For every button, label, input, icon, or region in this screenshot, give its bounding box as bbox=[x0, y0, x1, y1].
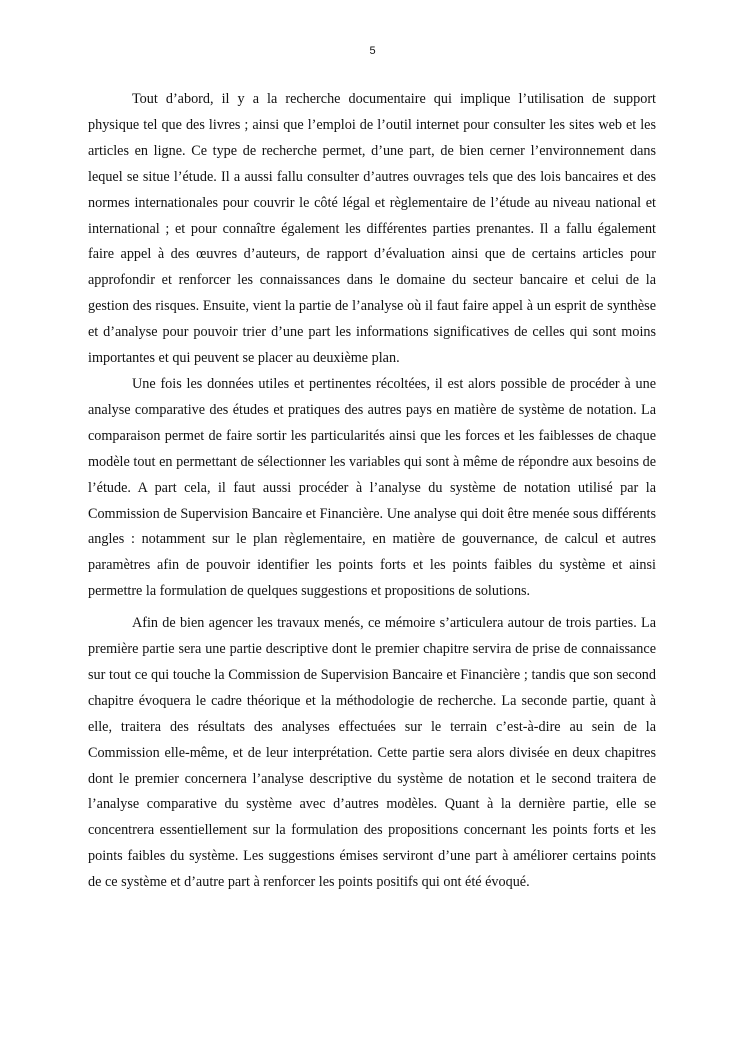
paragraph-comparative-analysis: Une fois les données utiles et pertinentes récoltées, il est alors possible de procéder à une analyse comparative des études et pratiques des autres pays en matière de système de notation. La comparaison permet de faire sortir les particularités ainsi que les forces et les faiblesses de chaque modèle tout en permettant de sélectionner les variables qui sont à même de répondre aux besoins de l’étude. A part cela, il faut aussi procéder à l’analyse du système de notation utilisé par la Commission de Supervision Bancaire et Financière. Une analyse qui doit être menée sous différents angles : notamment sur le plan règlementaire, en matière de gouvernance, de calcul et autres paramètres afin de pouvoir identifier les points forts et les points faibles du système et ainsi permettre la formulation de quelques suggestions et propositions de solutions. bbox=[88, 375, 656, 600]
paragraph-thesis-structure: Afin de bien agencer les travaux menés, ce mémoire s’articulera autour de trois parties. La première partie sera une partie descriptive dont le premier chapitre servira de prise de connaissance sur tout ce qui touche la Commission de Supervision Bancaire et Financière ; tandis que son second chapitre évoquera le cadre théorique et la méthodologie de recherche. La seconde partie, quant à elle, traitera des résultats des analyses effectuées sur le terrain c’est-à-dire au sein de la Commission elle-même, et de leur interprétation. Cette partie sera alors divisée en deux chapitres dont le premier concernera l’analyse descriptive du système de notation et le second traitera de l’analyse comparative du système avec d’autres modèles. Quant à la dernière partie, elle se concentrera essentiellement sur la formulation des propositions concernant les points forts et les points faibles du système. Les suggestions émises serviront d’une part à améliorer certains points de ce système et d’autre part à renforcer les points positifs qui ont été évoqué. bbox=[88, 615, 656, 891]
page-number: 5 bbox=[369, 45, 376, 57]
paragraph-documentary-research: Tout d’abord, il y a la recherche documentaire qui implique l’utilisation de support physique tel que des livres ; ainsi que l’emploi de l’outil internet pour consulter les sites web et les articles en ligne. Ce type de recherche permet, d’une part, de bien cerner l’environnement dans lequel se situe l’étude. Il a aussi fallu consulter d’autres ouvrages tels que des lois bancaires et des normes internationales pour couvrir le côté légal et règlementaire de l’étude au niveau national et international ; et pour connaître également les différentes parties prenantes. Il a fallu également faire appel à des œuvres d’auteurs, de rapport d’évaluation ainsi que de certains articles pour approfondir et renforcer les connaissances dans le domaine du secteur bancaire et celui de la gestion des risques. Ensuite, vient la partie de l’analyse où il faut faire appel à un esprit de synthèse et d’analyse pour pouvoir trier d’une part les informations significatives de celles qui sont moins importantes et qui peuvent se placer au deuxième plan. bbox=[88, 91, 656, 367]
document-body bbox=[88, 87, 656, 896]
